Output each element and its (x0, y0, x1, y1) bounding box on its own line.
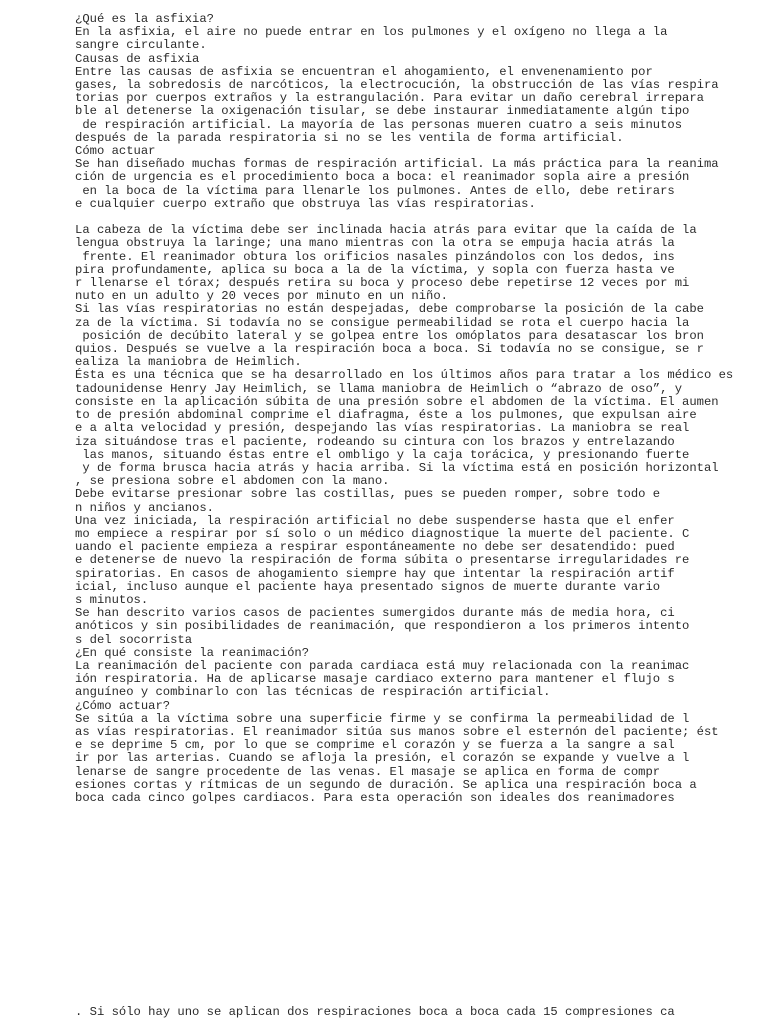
text-line: esiones cortas y rítmicas de un segundo de duración. Se aplica una respiración boca a (75, 777, 697, 792)
text-line: ¿Qué es la asfixia? (75, 12, 214, 26)
text-line: mo empiece a respirar por sí solo o un médico diagnostique la muerte del paciente. C (75, 526, 690, 541)
text-line: ión respiratoria. Ha de aplicarse masaje cardiaco externo para mantener el flujo s (75, 672, 675, 687)
text-line: nuto en un adulto y 20 veces por minuto en un niño. (75, 289, 448, 304)
text-line: e a alta velocidad y presión, despejando las vías respiratorias. La maniobra se real (75, 421, 690, 436)
text-line: ble al detenerse la oxigenación tisular, se debe instaurar inmediatamente algún tipo (75, 104, 690, 119)
text-line: después de la parada respiratoria si no se les ventila de forma artificial. (75, 130, 624, 145)
text-line: za de la víctima. Si todavía no se consigue permeabilidad se rota el cuerpo hacia la (75, 315, 690, 330)
text-line: icial, incluso aunque el paciente haya presentado signos de muerte durante vario (75, 579, 661, 594)
text-line: ¿Cómo actuar? (75, 698, 171, 713)
text-line: La reanimación del paciente con parada cardiaca está muy relacionada con la reanimac (75, 658, 690, 673)
text-line: anóticos y sin posibilidades de reanimación, que respondieron a los primeros intento (75, 619, 690, 634)
text-line: as vías respiratorias. El reanimador sitúa sus manos sobre el esternón del paciente; ést (75, 724, 719, 739)
text-line: Una vez iniciada, la respiración artificial no debe suspenderse hasta que el enfer (75, 513, 675, 528)
text-line: las manos, situando éstas entre el ombligo y la caja torácica, y presionando fuerte (75, 447, 690, 462)
text-line: quios. Después se vuelve a la respiración boca a boca. Si todavía no se consigue, se r (75, 342, 704, 357)
text-line: Causas de asfixia (75, 51, 200, 66)
document-trailing-line: . Si sólo hay uno se aplican dos respiraciones boca a boca cada 15 compresiones ca (75, 1005, 675, 1019)
text-line: anguíneo y combinarlo con las técnicas de respiración artificial. (75, 685, 551, 700)
text-line: frente. El reanimador obtura los orificios nasales pinzándolos con los dedos, ins (75, 249, 675, 264)
text-line: Debe evitarse presionar sobre las costillas, pues se pueden romper, sobre todo e (75, 487, 661, 502)
text-line (75, 210, 82, 224)
text-line: n niños y ancianos. (75, 500, 214, 515)
text-line: en la boca de la víctima para llenarle los pulmones. Antes de ello, debe retirars (75, 183, 675, 198)
text-line: to de presión abdominal comprime el diafragma, éste a los pulmones, que expulsan aire (75, 408, 697, 423)
text-line: En la asfixia, el aire no puede entrar en los pulmones y el oxígeno no llega a la (75, 25, 668, 40)
text-line: ir por las arterias. Cuando se afloja la presión, el corazón se expande y vuelve a l (75, 751, 690, 766)
text-line: sangre circulante. (75, 38, 207, 53)
text-line: Se han descrito varios casos de pacientes sumergidos durante más de media hora, ci (75, 606, 675, 621)
text-line: e se deprime 5 cm, por lo que se comprime el corazón y se fuerza a la sangre a sal (75, 738, 675, 753)
text-line: iza situándose tras el paciente, rodeando su cintura con los brazos y entrelazando (75, 434, 675, 449)
text-line: Entre las causas de asfixia se encuentran el ahogamiento, el envenenamiento por (75, 64, 653, 79)
text-line: ealiza la maniobra de Heimlich. (75, 355, 302, 370)
text-line: Ésta es una técnica que se ha desarrollado en los últimos años para tratar a los médico es (75, 368, 734, 383)
text-line: Se han diseñado muchas formas de respiración artificial. La más práctica para la reanima (75, 157, 719, 172)
text-line: ción de urgencia es el procedimiento boca a boca: el reanimador sopla aire a presión (75, 170, 690, 185)
text-line: tadounidense Henry Jay Heimlich, se llama maniobra de Heimlich o “abrazo de oso”, y (75, 381, 683, 396)
text-line: spiratorias. En casos de ahogamiento siempre hay que intentar la respiración artif (75, 566, 675, 581)
text-line: Cómo actuar (75, 144, 156, 159)
text-line: lengua obstruya la laringe; una mano mientras con la otra se empuja hacia atrás la (75, 236, 675, 251)
document-body-text (75, 13, 733, 805)
text-line: , se presiona sobre el abdomen con la mano. (75, 474, 390, 489)
text-line: gases, la sobredosis de narcóticos, la electrocución, la obstrucción de las vías respira (75, 78, 719, 93)
text-line: La cabeza de la víctima debe ser inclinada hacia atrás para evitar que la caída de la (75, 223, 697, 238)
text-line: y de forma brusca hacia atrás y hacia arriba. Si la víctima está en posición horizontal (75, 460, 719, 475)
text-line: posición de decúbito lateral y se golpea entre los omóplatos para desatascar los bron (75, 328, 704, 343)
text-line: torias por cuerpos extraños y la estrangulación. Para evitar un daño cerebral irrepara (75, 91, 704, 106)
text-line: s minutos. (75, 592, 149, 607)
text-line: Si las vías respiratorias no están despejadas, debe comprobarse la posición de la cabe (75, 302, 704, 317)
text-line: ¿En qué consiste la reanimación? (75, 645, 310, 660)
text-line: consiste en la aplicación súbita de una presión sobre el abdomen de la víctima. El aumen (75, 394, 719, 409)
text-line: e cualquier cuerpo extraño que obstruya las vías respiratorias. (75, 196, 536, 211)
text-line: de respiración artificial. La mayoría de las personas mueren cuatro a seis minutos (75, 117, 683, 132)
text-line: Se sitúa a la víctima sobre una superficie firme y se confirma la permeabilidad de l (75, 711, 690, 726)
text-line: e detenerse de nuevo la respiración de forma súbita o presentarse irregularidades re (75, 553, 690, 568)
text-line: uando el paciente empieza a respirar espontáneamente no debe ser desatendido: pued (75, 540, 675, 555)
text-line: lenarse de sangre procedente de las venas. El masaje se aplica en forma de compr (75, 764, 661, 779)
text-line: pira profundamente, aplica su boca a la de la víctima, y sopla con fuerza hasta ve (75, 262, 675, 277)
text-line: r llenarse el tórax; después retira su boca y proceso debe repetirse 12 veces por mi (75, 276, 690, 291)
text-line: s del socorrista (75, 632, 193, 647)
text-line: boca cada cinco golpes cardiacos. Para esta operación son ideales dos reanimadores (75, 790, 675, 805)
